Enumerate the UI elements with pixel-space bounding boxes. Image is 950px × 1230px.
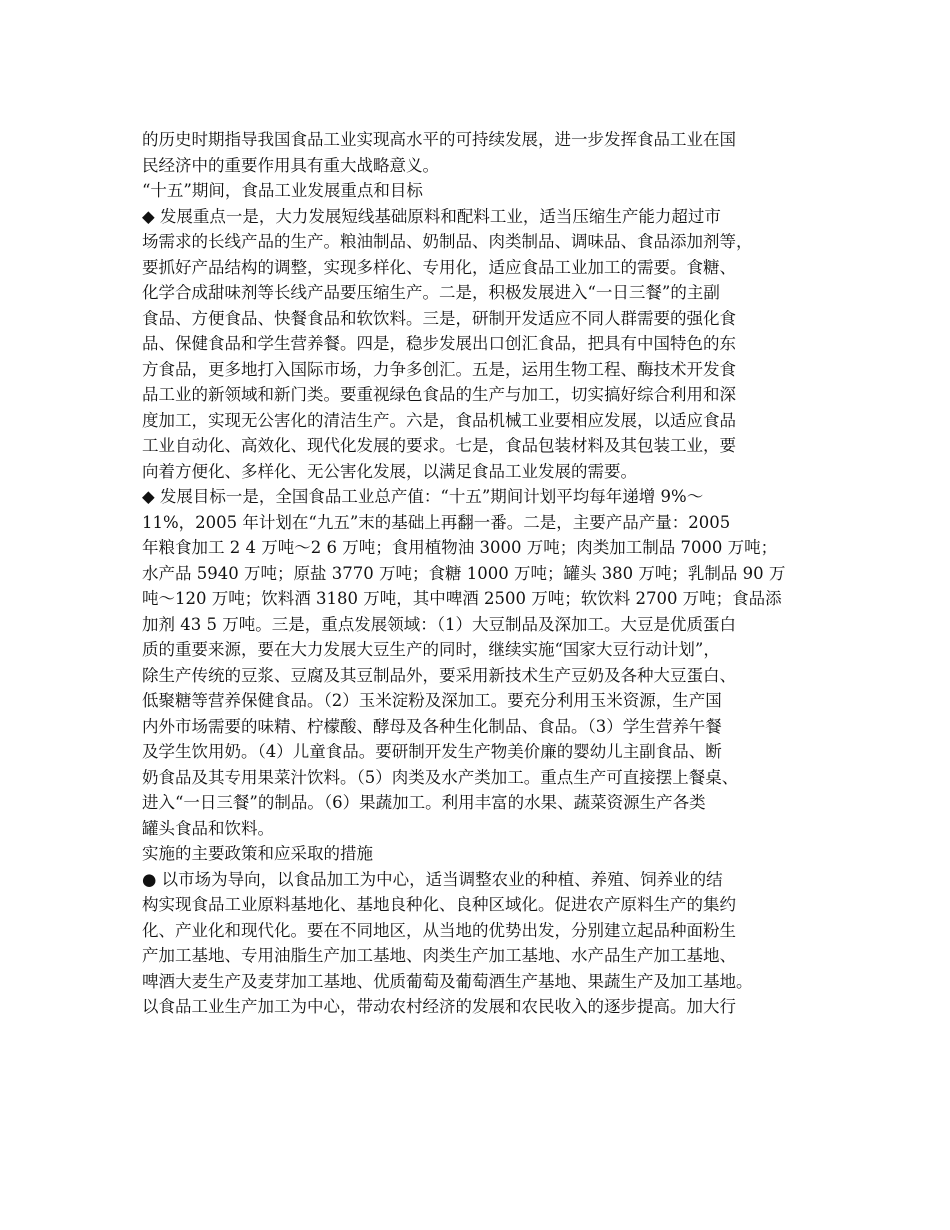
section-heading: 实施的主要政策和应采取的措施 [142,844,373,863]
text-line: 低聚糖等营养保健食品。（2）玉米淀粉及深加工。要充分利用玉米资源，生产国 [142,691,722,710]
text-line: 水产品 5940 万吨；原盐 3770 万吨；食糖 1000 万吨；罐头 380 万吨；乳制品 90 万 [142,563,786,583]
text-line: 11%，2005 年计划在“九五”末的基础上再翻一番。二是，主要产品产量：2005 [142,512,731,532]
text-line: 啤酒大麦生产及麦芽加工基地、优质葡萄及葡萄酒生产基地、果蔬生产及加工基地。 [142,971,753,991]
text-line: 吨～120 万吨；饮料酒 3180 万吨，其中啤酒 2500 万吨；软饮料 2700 万吨；食品添 [142,589,782,608]
text-line: 场需求的长线产品的生产。粮油制品、奶制品、肉类制品、调味品、食品添加剂等， [142,232,753,251]
text-line: 构实现食品工业原料基地化、基地良种化、良种区域化。促进农产原料生产的集约 [142,895,736,914]
text-line: 食品、方便食品、快餐食品和软饮料。三是，研制开发适应不同人群需要的强化食 [142,308,736,328]
text-line: 度加工，实现无公害化的清洁生产。六是，食品机械工业要相应发展，以适应食品 [142,410,736,430]
section-heading: “十五”期间，食品工业发展重点和目标 [142,181,423,200]
text-line: ◆ 发展目标一是，全国食品工业总产值：“十五”期间计划平均每年递增 9%～ [142,487,704,506]
text-line: 加剂 43 5 万吨。三是，重点发展领域：（1）大豆制品及深加工。大豆是优质蛋白 [142,614,736,634]
text-line: 以食品工业生产加工为中心，带动农村经济的发展和农民收入的逐步提高。加大行 [142,997,736,1016]
text-line: 品、保健食品和学生营养餐。四是，稳步发展出口创汇食品，把具有中国特色的东 [142,334,736,353]
text-line: 进入“一日三餐”的制品。（6）果蔬加工。利用丰富的水果、蔬菜资源生产各类 [142,793,706,812]
text-line: 方食品，更多地打入国际市场，力争多创汇。五是，运用生物工程、酶技术开发食 [142,359,736,379]
text-line: 内外市场需要的味精、柠檬酸、酵母及各种生化制品、食品。（3）学生营养午餐 [142,716,722,736]
text-line: 品工业的新领域和新门类。要重视绿色食品的生产与加工，切实搞好综合利用和深 [142,385,736,404]
text-line: ◆ 发展重点一是，大力发展短线基础原料和配料工业，适当压缩生产能力超过市 [142,206,721,226]
text-line: 奶食品及其专用果菜汁饮料。（5）肉类及水产类加工。重点生产可直接摆上餐桌、 [142,767,739,787]
text-line: 民经济中的重要作用具有重大战略意义。 [142,155,439,175]
text-line: ● 以市场为导向，以食品加工为中心，适当调整农业的种植、养殖、饲养业的结 [142,869,723,889]
text-line: 产加工基地、专用油脂生产加工基地、肉类生产加工基地、水产品生产加工基地、 [142,946,736,965]
text-line: 年粮食加工 2 4 万吨～2 6 万吨；食用植物油 3000 万吨；肉类加工制品 7000 万吨； [142,538,778,557]
text-line: 质的重要来源，要在大力发展大豆生产的同时，继续实施“国家大豆行动计划”， [142,640,720,659]
text-line: 的历史时期指导我国食品工业实现高水平的可持续发展，进一步发挥食品工业在国 [142,130,736,149]
text-line: 及学生饮用奶。（4）儿童食品。要研制开发生产物美价廉的婴幼儿主副食品、断 [142,742,722,761]
text-line: 向着方便化、多样化、无公害化发展，以满足食品工业发展的需要。 [142,461,637,481]
text-line: 化学合成甜味剂等长线产品要压缩生产。二是，积极发展进入“一日三餐”的主副 [142,283,720,302]
text-line: 工业自动化、高效化、现代化发展的要求。七是，食品包装材料及其包装工业，要 [142,436,736,455]
document-body [142,127,832,1020]
text-line: 罐头食品和饮料。 [142,818,274,838]
text-line: 除生产传统的豆浆、豆腐及其豆制品外，要采用新技术生产豆奶及各种大豆蛋白、 [142,665,736,685]
text-line: 化、产业化和现代化。要在不同地区，从当地的优势出发，分别建立起品种面粉生 [142,920,736,940]
text-line: 要抓好产品结构的调整，实现多样化、专用化，适应食品工业加工的需要。食糖、 [142,257,736,277]
